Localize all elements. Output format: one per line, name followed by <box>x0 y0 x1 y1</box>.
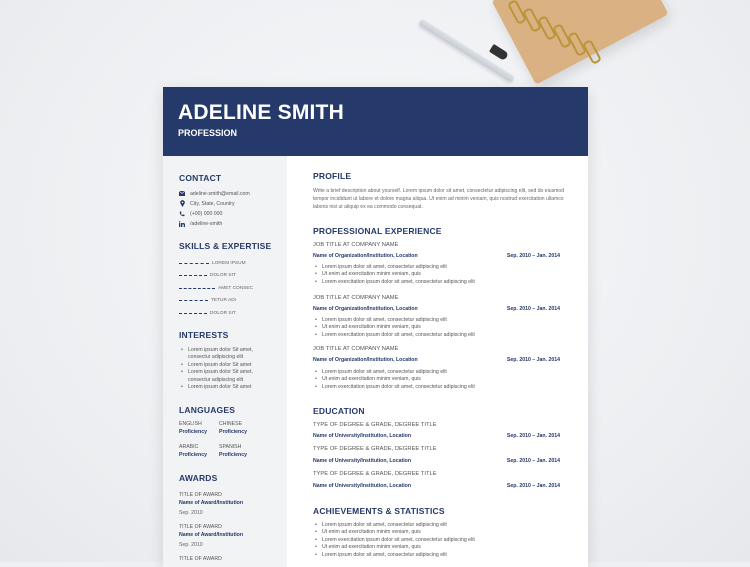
list-item: • Lorem ipsum dolor Sit amet <box>179 384 284 391</box>
award-org: Name of Award/Institution <box>179 500 243 506</box>
resume-profession: PROFESSION <box>178 128 238 138</box>
skill-label: AMET CONSEC <box>218 285 254 291</box>
contact-linkedin <box>179 219 222 228</box>
list-item: • Lorem ipsum dolor sit amet, consectetur adipiscing elit <box>313 317 573 324</box>
resume-page <box>163 87 588 567</box>
interests-title: INTERESTS <box>179 330 229 340</box>
profile-text: Write a brief description about yourself. Lorem ipsum dolor sit amet, consectetur adipiscing elit, sed do eiusmod tempor incididunt ut labore et dolore magna aliqua. Ut enim ad minim veniam, quis nostrud exercitation ullamco laboris nisi ut aliquip ex ea commodo consequat. <box>313 188 565 211</box>
contact-phone-text: (+00) 000 000 <box>190 210 223 217</box>
list-item: • Lorem ipsum dolor Sit amet, <box>179 347 284 354</box>
language-level: Proficiency <box>219 429 247 435</box>
language-level: Proficiency <box>179 452 207 458</box>
contact-email <box>179 189 250 198</box>
achievements-title: ACHIEVEMENTS & STATISTICS <box>313 506 445 516</box>
education-org: Name of University/Institution, Location <box>313 433 411 439</box>
skill-level-bar <box>179 288 215 289</box>
education-org: Name of University/Institution, Location <box>313 483 411 489</box>
skill-item <box>179 271 269 279</box>
email-icon <box>179 191 185 197</box>
contact-phone <box>179 209 222 218</box>
skill-level-bar <box>179 263 209 264</box>
skill-item <box>179 309 269 317</box>
award-title: TITLE OF AWARD <box>179 492 222 498</box>
language-level: Proficiency <box>179 429 207 435</box>
award-title: TITLE OF AWARD <box>179 556 222 562</box>
job-bullets <box>313 369 573 391</box>
language-name: ARABIC <box>179 444 199 450</box>
list-item: • Lorem ipsum dolor Sit amet, <box>179 369 284 376</box>
education-date: Sep. 2010 – Jan. 2014 <box>506 433 560 439</box>
award-date: Sep. 2010 <box>179 542 203 548</box>
skills-title: SKILLS & EXPERTISE <box>179 241 272 251</box>
list-item: • Lorem ipsum dolor sit amet, consectetur adipiscing elit <box>313 369 573 376</box>
resume-sidebar <box>163 156 287 567</box>
skill-label: DOLOR SIT <box>210 272 236 278</box>
language-name: CHINESE <box>219 421 243 427</box>
award-org: Name of Award/Institution <box>179 532 243 538</box>
education-date: Sep. 2010 – Jan. 2014 <box>506 483 560 489</box>
list-item: • Lorem ipsum dolor sit amet, consectetur adipiscing elit <box>313 264 573 271</box>
contact-location <box>179 199 235 208</box>
skill-level-bar <box>179 313 207 314</box>
list-item: • Lorem ipsum dolor sit amet, consectetur adipiscing elit <box>313 522 573 529</box>
list-item: • Lorem exercitation ipsum dolor sit amet, consectetur adipiscing elit <box>313 537 573 544</box>
contact-title: CONTACT <box>179 173 222 183</box>
list-item: consectur adipiscing elit <box>188 354 244 361</box>
skill-level-bar <box>179 300 208 301</box>
award-date: Sep. 2010 <box>179 510 203 516</box>
job-org: Name of Organization/Institution, Location <box>313 253 418 259</box>
languages-title: LANGUAGES <box>179 405 236 415</box>
education-org: Name of University/Institution, Location <box>313 458 411 464</box>
skill-item <box>179 259 269 267</box>
list-item: • Ut enim ad exercitation minim veniam, quis <box>313 544 573 551</box>
education-degree: TYPE OF DEGREE & GRADE, DEGREE TITLE <box>313 422 437 428</box>
profile-title: PROFILE <box>313 171 352 181</box>
contact-email-text: adeline-smith@email.com <box>190 190 250 197</box>
education-date: Sep. 2010 – Jan. 2014 <box>506 458 560 464</box>
job-bullets <box>313 264 573 286</box>
phone-icon <box>179 211 185 217</box>
language-name: ENGLISH <box>179 421 202 427</box>
job-date: Sep. 2010 – Jan. 2014 <box>506 357 560 363</box>
job-bullets <box>313 317 573 339</box>
job-title: JOB TITLE AT COMPANY NAME <box>313 295 399 301</box>
education-title: EDUCATION <box>313 406 365 416</box>
list-item: • Lorem ipsum dolor sit amet, consectetur adipiscing elit <box>313 552 573 559</box>
achievements-list <box>313 522 573 559</box>
resume-name: ADELINE SMITH <box>178 101 344 124</box>
education-degree: TYPE OF DEGREE & GRADE, DEGREE TITLE <box>313 446 437 452</box>
language-level: Proficiency <box>219 452 247 458</box>
job-title: JOB TITLE AT COMPANY NAME <box>313 242 399 248</box>
education-degree: TYPE OF DEGREE & GRADE, DEGREE TITLE <box>313 471 437 477</box>
skill-item <box>179 284 269 292</box>
job-org: Name of Organization/Institution, Location <box>313 306 418 312</box>
list-item: • Lorem exercitation ipsum dolor sit amet, consectetur adipiscing elit <box>313 384 573 391</box>
list-item: consectur adipiscing elit <box>188 376 244 383</box>
award-title: TITLE OF AWARD <box>179 524 222 530</box>
location-pin-icon <box>179 201 185 207</box>
list-item: • Ut enim ad exercitation minim veniam, quis <box>313 529 573 536</box>
resume-main <box>287 156 588 567</box>
linkedin-icon <box>179 221 185 227</box>
skill-label: DOLOR SIT <box>210 310 236 316</box>
list-item: • Ut enim ad exercitation minim veniam, quis <box>313 324 573 331</box>
list-item: • Lorem exercitation ipsum dolor sit amet, consectetur adipiscing elit <box>313 279 573 286</box>
contact-location-text: City, State, Country <box>190 200 235 207</box>
interests-list <box>179 347 284 391</box>
skill-item <box>179 296 269 304</box>
experience-title: PROFESSIONAL EXPERIENCE <box>313 226 442 236</box>
contact-linkedin-text: /adeline-smith <box>190 220 223 227</box>
list-item: • Lorem ipsum dolor Sit amet <box>179 362 284 369</box>
job-date: Sep. 2010 – Jan. 2014 <box>506 306 560 312</box>
language-name: SPANISH <box>219 444 242 450</box>
resume-header <box>163 87 588 156</box>
list-item: • Ut enim ad exercitation minim veniam, quis <box>313 376 573 383</box>
job-org: Name of Organization/Institution, Location <box>313 357 418 363</box>
awards-title: AWARDS <box>179 473 218 483</box>
list-item: • Lorem exercitation ipsum dolor sit amet, consectetur adipiscing elit <box>313 332 573 339</box>
job-title: JOB TITLE AT COMPANY NAME <box>313 346 399 352</box>
skill-label: TETUR ADI <box>211 297 237 303</box>
list-item: • Ut enim ad exercitation minim veniam, quis <box>313 271 573 278</box>
skill-label: LOREM IPSUM <box>212 260 246 266</box>
skill-level-bar <box>179 275 207 276</box>
job-date: Sep. 2010 – Jan. 2014 <box>506 253 560 259</box>
